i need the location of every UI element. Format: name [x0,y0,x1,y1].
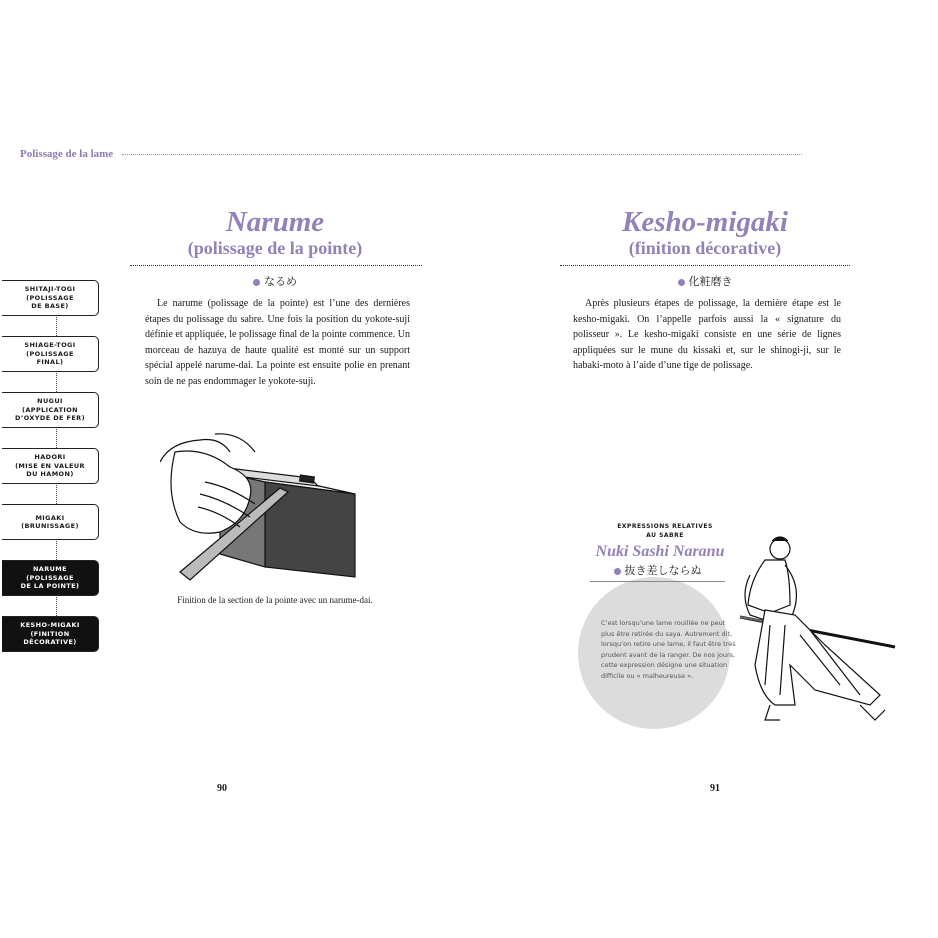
right-title: Kesho-migaki [622,206,788,238]
expression-label-line: EXPRESSIONS RELATIVES [617,523,713,530]
left-title: Narume [225,206,325,238]
step-hadori [2,448,99,484]
step-line: NARUME [32,565,68,574]
step-line: (FINITION [30,629,70,638]
step-line: NUGUI [37,397,63,406]
step-line: D’OXYDE DE FER) [15,414,85,423]
expression-title: Nuki Sashi Naranu [595,543,725,560]
step-line: (POLISSAGE [26,573,74,582]
samurai-head [770,539,790,559]
step-line: MIGAKI [35,513,65,522]
left-japanese-text: なるめ [264,275,297,288]
stone-end [300,475,315,483]
step-line: (MISE EN VALEUR [15,461,85,470]
running-head-rule [122,154,802,155]
step-line: (POLISSAGE [26,293,74,302]
expression-japanese-text: 抜き差しならぬ [624,564,702,577]
step-nugui [2,392,99,428]
figure-caption: Finition de la section de la pointe avec un narume-dai. [177,595,373,605]
step-connector [56,370,57,392]
step-connector [56,314,57,336]
expression-text: C’est lorsqu’une lame rouillée ne peut plus être retirée du saya. Autrement dit, lorsqu’on retire une lame, il faut être très prudent avant de la ranger. De nos jours, cette expression désigne une situation difficile ou « malheureuse ». [601,619,736,680]
left-body: Le narume (polissage de la pointe) est l’une des dernières étapes du polissage du sabre. Une fois la position du yokote-suji définie et appliquée, le polissage final de la pointe commence. Un morceau de hazuya de haute qualité est monté sur un support spécial appelé narume-dai. La pointe est ensuite polie en prenant soin de ne pas endommager le yokote-suji. [145,298,410,387]
expression-label-line: AU SABRE [646,532,684,539]
step-migaki [2,504,99,540]
step-line: SHIAGE-TOGI [24,341,76,350]
step-shiage-togi [2,336,99,372]
left-subtitle: (polissage de la pointe) [187,238,363,258]
narume-illustration [160,432,370,582]
step-line: (BRUNISSAGE) [21,522,79,530]
step-connector [56,426,57,448]
expression-label [590,522,740,540]
step-line: HADORI [34,453,66,462]
right-japanese [630,273,780,289]
right-subtitle: (finition décorative) [628,238,782,258]
step-line: DE LA POINTE) [20,582,80,591]
step-line: DÉCORATIVE) [23,638,77,647]
expression-japanese [590,562,725,582]
kimono-upper [748,560,790,613]
step-line: (POLISSAGE [26,349,74,358]
step-connector [56,538,57,560]
step-line: DU HAMON) [26,470,74,479]
step-narume [2,560,99,596]
step-line: DE BASE) [31,302,69,311]
bullet-icon [678,279,685,286]
step-line: SHITAJI-TOGI [24,285,76,294]
page-number-left: 90 [217,783,227,794]
running-head: Polissage de la lame [20,148,114,160]
right-japanese-text: 化粧磨き [688,275,733,288]
right-title-rule [560,265,850,266]
step-line: FINAL) [36,358,64,367]
left-title-rule [130,265,422,266]
right-body: Après plusieurs étapes de polissage, la dernière étape est le kesho-migaki. On l’appelle parfois aussi la « signature du polisseur ». Le kesho-migaki consiste en une série de lignes appliquées sur le mune du kissaki et, sur le shinogi-ji, sur le habaki-moto à l’aide d’une tige de polissage. [573,298,841,371]
page-number-right: 91 [710,783,720,794]
step-shitaji-togi [2,280,99,316]
bullet-icon [253,279,260,286]
step-connector [56,594,57,616]
step-line: (APPLICATION [21,405,78,414]
samurai-illustration [730,535,900,730]
bullet-icon [614,568,621,575]
step-connector [56,482,57,504]
step-kesho-migaki [2,616,99,652]
step-line: KESHO-MIGAKI [20,621,80,630]
left-japanese [200,273,350,289]
